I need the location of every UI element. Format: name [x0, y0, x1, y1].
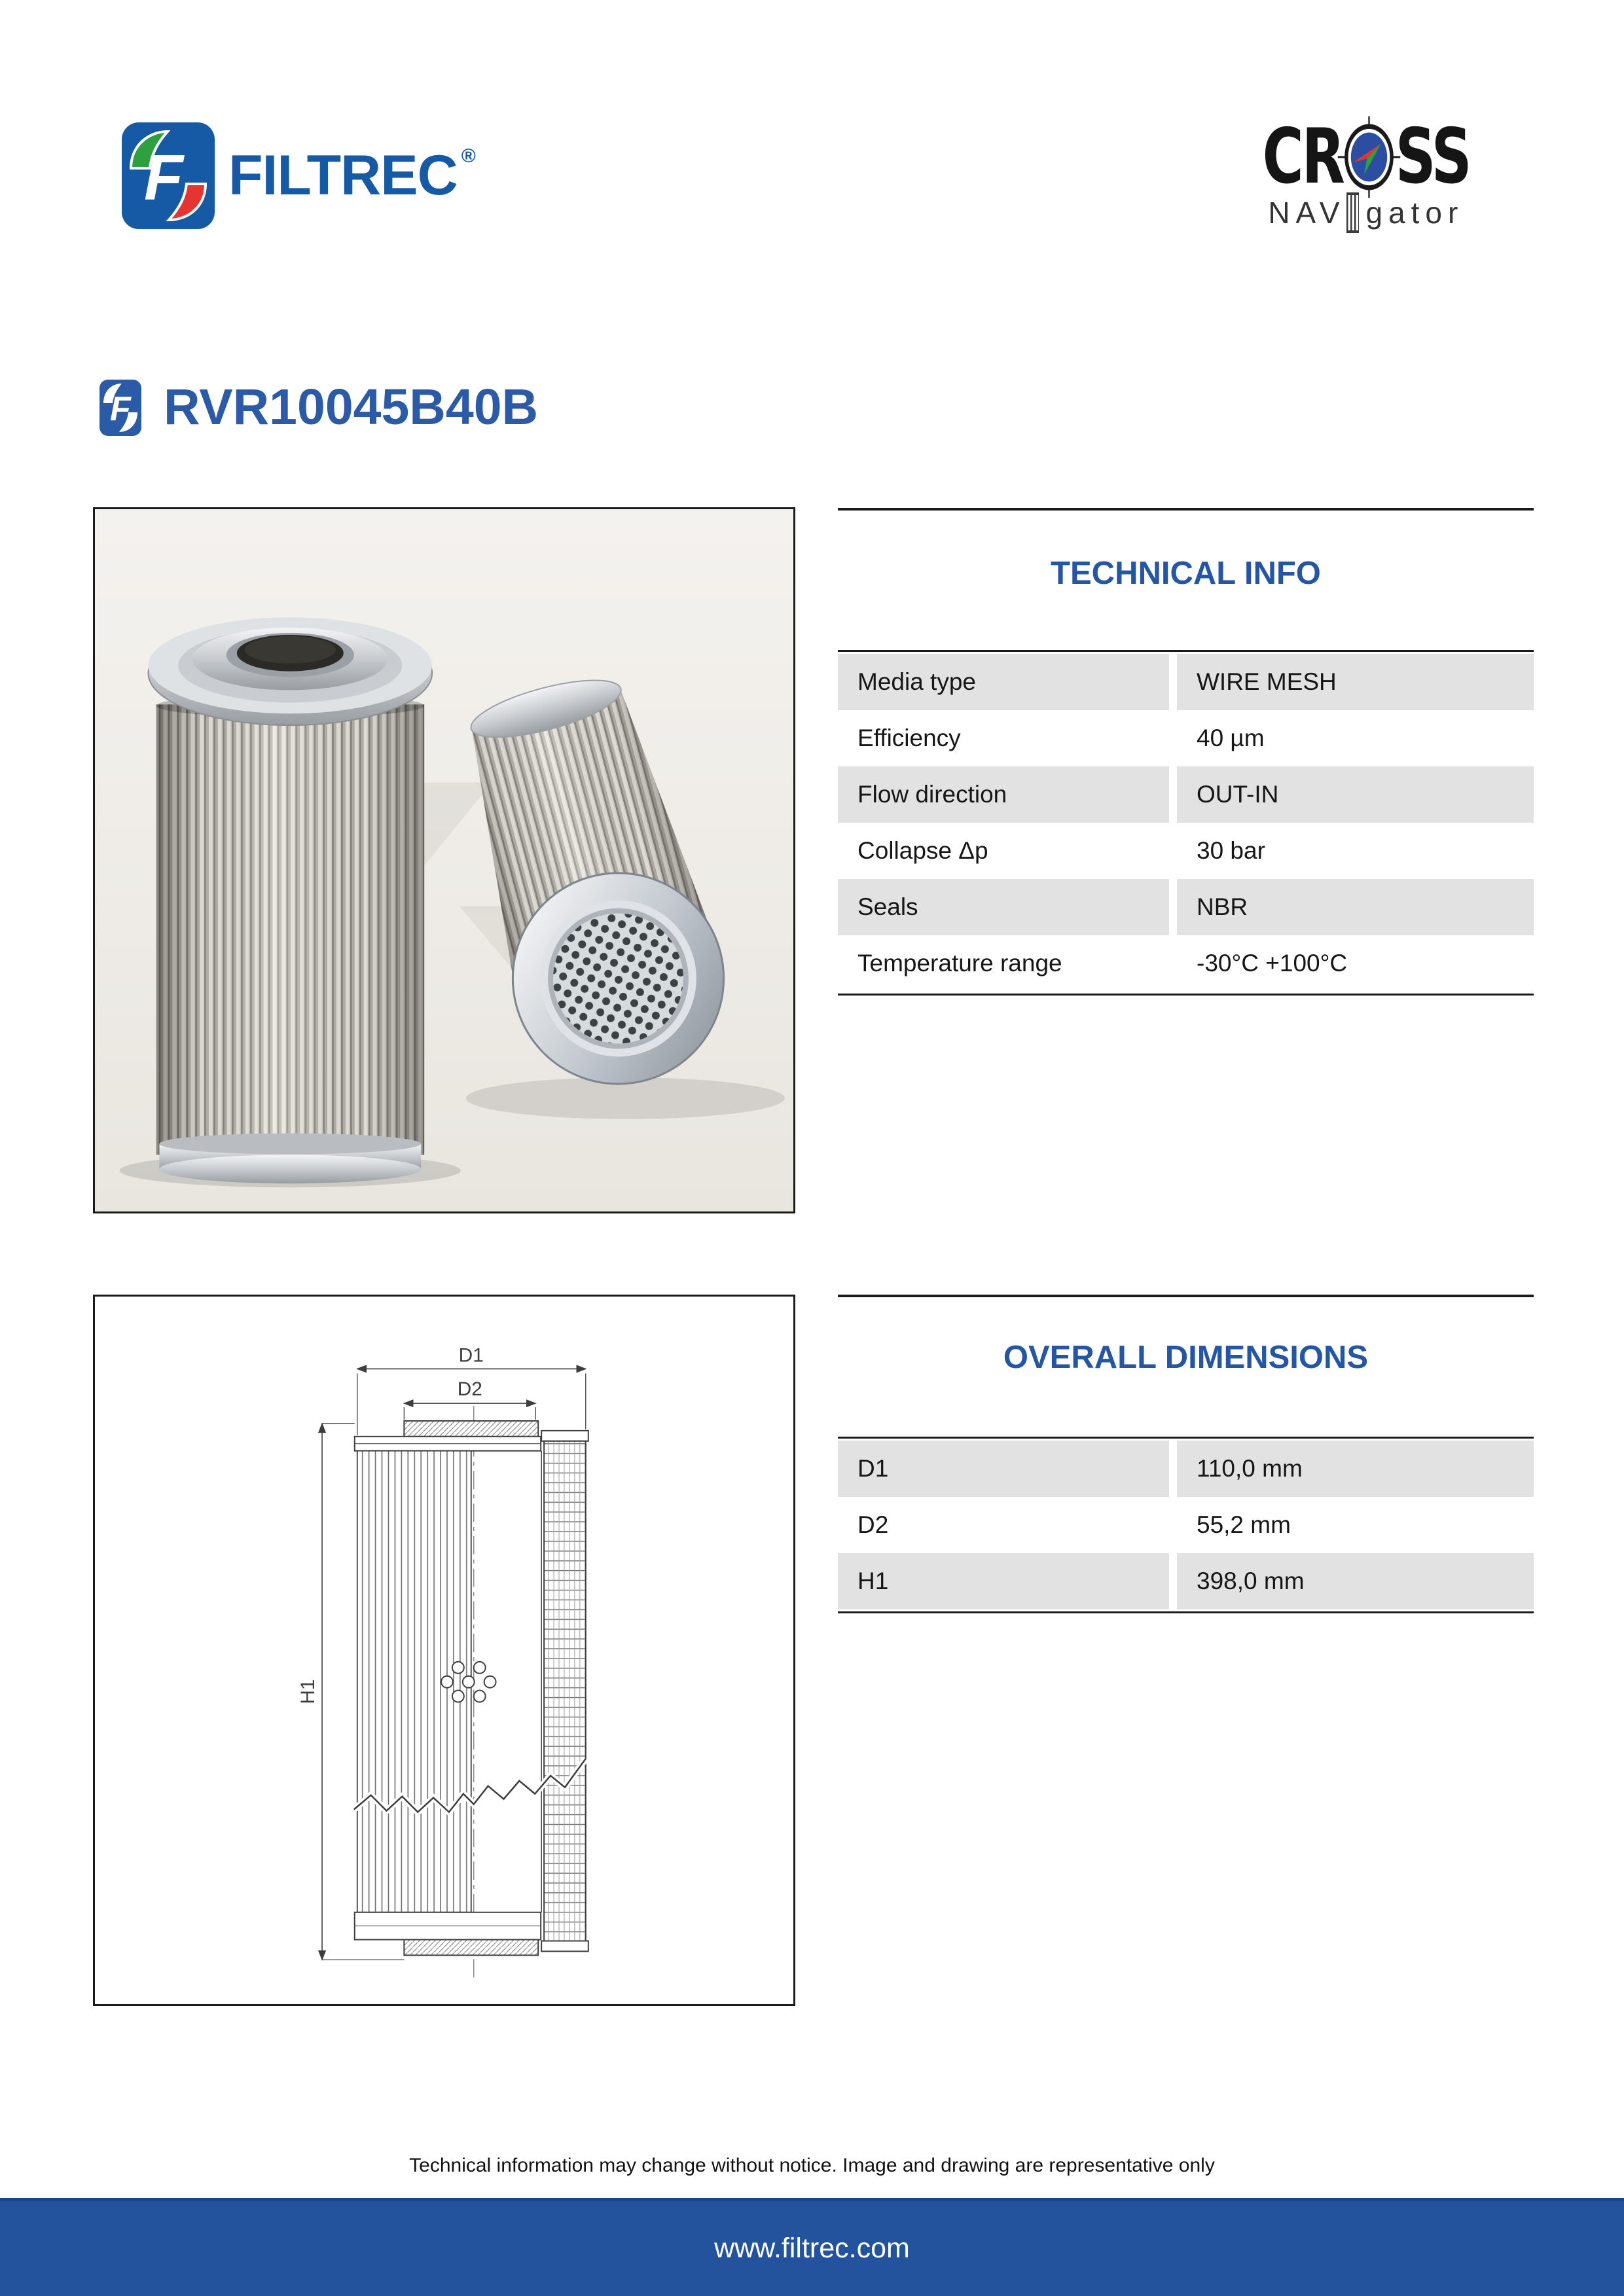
table-row: [838, 823, 1534, 879]
standing-filter-element: [149, 617, 433, 1183]
disclaimer-text: Technical information may change without notice. Image and drawing are representative only: [409, 2155, 1215, 2176]
filtrec-wordmark: FILTREC: [228, 144, 458, 207]
cross-wordmark: [1262, 113, 1470, 201]
row-label: D1: [838, 1441, 1169, 1497]
row-label: D2: [857, 1511, 889, 1538]
product-photo: [95, 509, 793, 1211]
drawing-label-d2: D2: [457, 1378, 482, 1401]
product-photo-frame: [93, 507, 795, 1213]
cross-text-right: SS: [1395, 113, 1470, 201]
nav-text-right: gator: [1365, 196, 1464, 230]
table-row: [838, 1553, 1534, 1609]
technical-drawing-frame: [93, 1295, 795, 2006]
table-row: [838, 710, 1534, 766]
technical-info-title: TECHNICAL INFO: [1051, 556, 1321, 591]
row-label: Temperature range: [857, 950, 1062, 977]
overall-dimensions-table: [838, 1437, 1534, 1613]
row-label: Seals: [838, 879, 1169, 935]
table-row: [838, 879, 1534, 935]
table-row: [838, 935, 1534, 992]
row-label: H1: [838, 1553, 1169, 1609]
table-row: [838, 1441, 1534, 1497]
row-value: 110,0 mm: [1177, 1441, 1534, 1497]
row-label: Collapse Δp: [857, 837, 988, 864]
row-value: OUT-IN: [1177, 766, 1534, 823]
table-row: [838, 766, 1534, 823]
row-value: -30°C +100°C: [1197, 950, 1348, 977]
row-label: Efficiency: [857, 725, 961, 751]
product-title-row: [99, 378, 538, 437]
table-top-border: [838, 650, 1534, 652]
table-top-border: [838, 1437, 1534, 1439]
row-label: Flow direction: [838, 766, 1169, 823]
table-bottom-border: [838, 994, 1534, 996]
svg-text:F: F: [144, 141, 183, 213]
product-title-icon: [99, 380, 141, 436]
drawing-label-h1: H1: [297, 1679, 319, 1704]
technical-info-rule: [838, 508, 1534, 511]
row-label: Media type: [838, 654, 1169, 710]
pillar-icon: [1346, 192, 1359, 233]
compass-icon: [1344, 123, 1394, 191]
technical-drawing: [95, 1297, 793, 2004]
footer-bar: [0, 2198, 1624, 2296]
drawing-label-d1: D1: [458, 1344, 484, 1367]
svg-text:F: F: [110, 389, 131, 428]
cross-text-left: CR: [1262, 113, 1343, 201]
overall-dimensions-title: OVERALL DIMENSIONS: [1003, 1340, 1369, 1375]
row-value: 40 µm: [1197, 725, 1265, 751]
table-row: [838, 654, 1534, 710]
technical-info-table: [838, 650, 1534, 996]
row-value: NBR: [1177, 879, 1534, 935]
overall-dimensions-rule: [838, 1295, 1534, 1297]
table-row: [838, 1497, 1534, 1553]
row-value: 30 bar: [1197, 837, 1265, 864]
row-value: 55,2 mm: [1197, 1511, 1291, 1538]
row-value: 398,0 mm: [1177, 1553, 1534, 1609]
nav-text-left: NAV: [1268, 196, 1346, 230]
filtrec-logo-icon: [122, 122, 215, 229]
row-value: WIRE MESH: [1177, 654, 1534, 710]
cross-navigator-logo: [1226, 113, 1506, 233]
table-bottom-border: [838, 1611, 1534, 1613]
registered-mark: ®: [461, 145, 476, 167]
product-code: RVR10045B40B: [164, 379, 539, 435]
website-link[interactable]: www.filtrec.com: [714, 2233, 910, 2264]
